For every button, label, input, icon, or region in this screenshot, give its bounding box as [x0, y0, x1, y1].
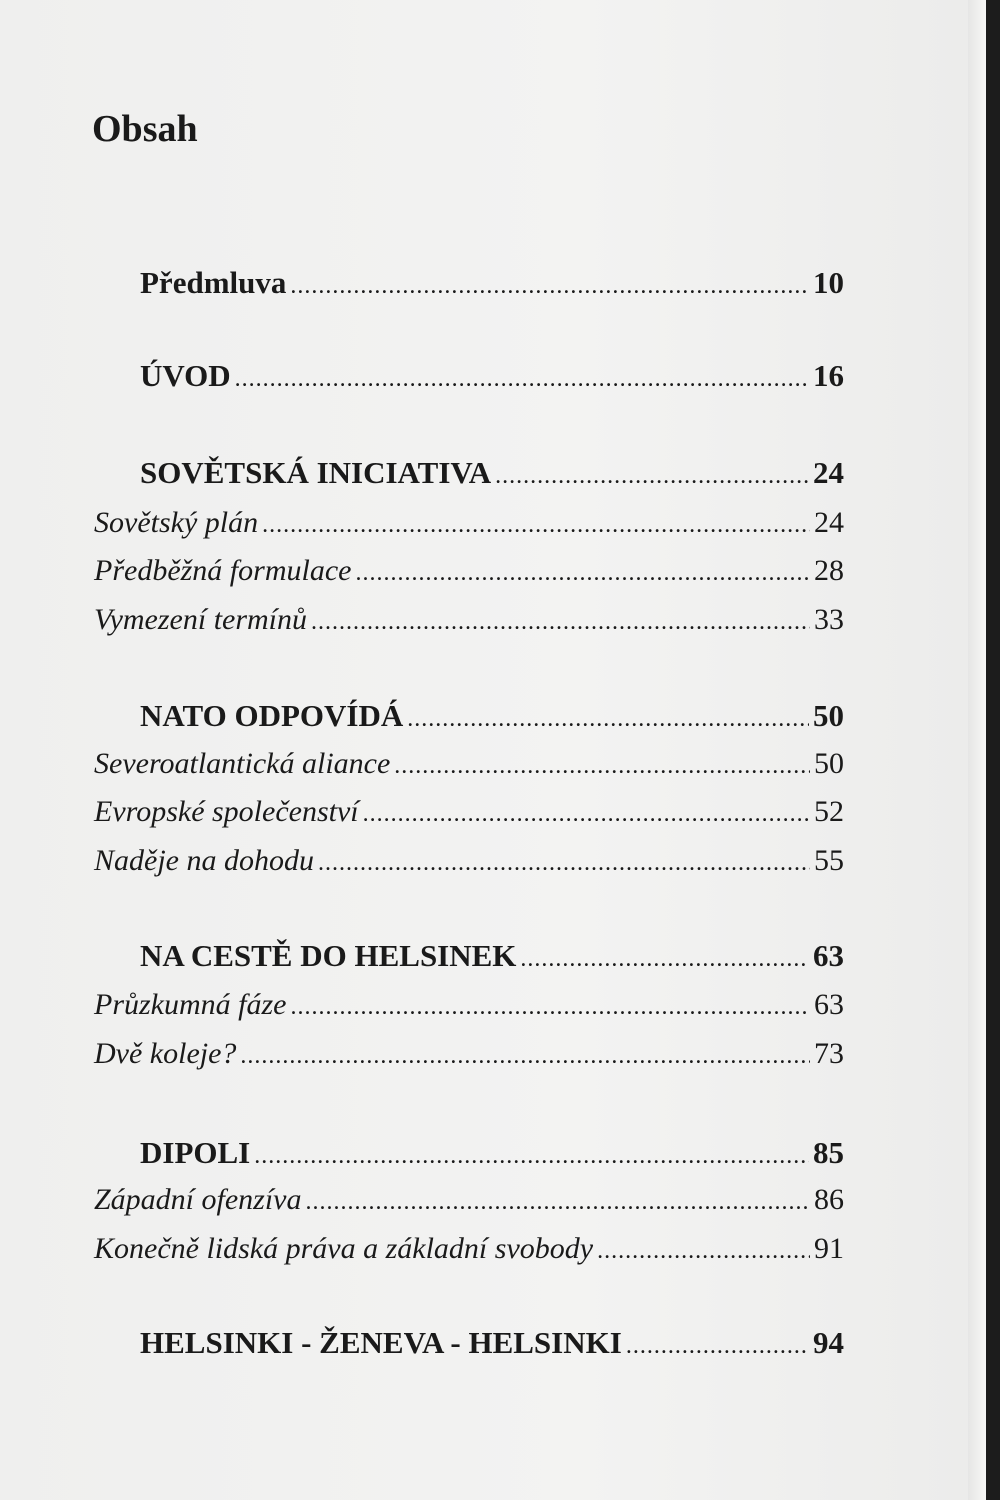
toc-entry-label: Severoatlantická aliance	[94, 747, 391, 780]
dot-leader	[290, 987, 810, 1027]
toc-page-number: 50	[813, 698, 844, 733]
toc-page-number: 16	[813, 358, 844, 393]
dot-leader	[394, 746, 810, 786]
dot-leader	[597, 1231, 810, 1271]
toc-entry-label: DIPOLI	[140, 1135, 251, 1170]
toc-entry-nadeje-na-dohodu	[94, 841, 844, 881]
toc-page-number: 33	[814, 603, 844, 636]
toc-entry-vymezeni-terminu	[94, 600, 844, 640]
toc-page-number: 50	[814, 747, 844, 780]
toc-entry-label: Západní ofenzíva	[94, 1183, 302, 1216]
dot-leader	[626, 1326, 809, 1366]
dot-leader	[262, 505, 810, 545]
toc-entry-label: Průzkumná fáze	[94, 988, 287, 1021]
toc-page-number: 52	[814, 795, 844, 828]
toc-entry-zapadni-ofenziva	[94, 1180, 844, 1220]
toc-entry-label: Naděje na dohodu	[94, 844, 314, 877]
toc-page-number: 63	[813, 938, 844, 973]
dot-leader	[311, 602, 810, 642]
dot-leader	[306, 1182, 811, 1222]
toc-entry-label: Vymezení termínů	[94, 603, 308, 636]
toc-entry-label: ÚVOD	[140, 358, 231, 393]
toc-page-number: 73	[814, 1037, 844, 1070]
dot-leader	[235, 359, 809, 399]
toc-entry-label: Dvě koleje?	[94, 1037, 237, 1070]
toc-page-number: 94	[813, 1325, 844, 1360]
toc-page-number: 55	[814, 844, 844, 877]
toc-page-number: 24	[814, 506, 844, 539]
toc-page-number: 85	[813, 1135, 844, 1170]
toc-page-number: 63	[814, 988, 844, 1021]
toc-entry-label: Konečně lidská práva a základní svobody	[94, 1232, 594, 1265]
toc-entry-label: SOVĚTSKÁ INICIATIVA	[140, 455, 492, 490]
dot-leader	[318, 843, 810, 883]
toc-entry-dipoli	[140, 1133, 844, 1173]
dot-leader	[495, 456, 809, 496]
toc-entry-helsinki-zeneva-helsinki	[140, 1323, 844, 1363]
toc-entry-sovetsky-plan	[94, 503, 844, 543]
toc-entry-na-ceste-do-helsinek	[140, 936, 844, 976]
toc-entry-severoatlanticka-aliance	[94, 744, 844, 784]
toc-entry-label: Sovětský plán	[94, 506, 259, 539]
toc-entry-label: Předmluva	[140, 265, 287, 300]
toc-entry-predbezna-formulace	[94, 551, 844, 591]
toc-page-number: 10	[813, 265, 844, 300]
toc-page-number: 24	[813, 455, 844, 490]
toc-entry-label: NA CESTĚ DO HELSINEK	[140, 938, 517, 973]
toc-page-number: 86	[814, 1183, 844, 1216]
dot-leader	[520, 939, 809, 979]
dot-leader	[254, 1136, 809, 1176]
dot-leader	[240, 1036, 810, 1076]
toc-entry-predmluva	[140, 263, 844, 303]
toc-page-number: 28	[814, 554, 844, 587]
dot-leader	[363, 794, 810, 834]
toc-entry-pruzkumna-faze	[94, 985, 844, 1025]
dot-leader	[407, 699, 809, 739]
toc-entry-label: NATO ODPOVÍDÁ	[140, 698, 404, 733]
toc-entry-label: Předběžná formulace	[94, 554, 352, 587]
toc-entry-dve-koleje	[94, 1034, 844, 1074]
page-title: Obsah	[92, 108, 198, 150]
toc-entry-sovetska-iniciativa	[140, 453, 844, 493]
toc-entry-nato-odpovida	[140, 696, 844, 736]
toc-page-number: 91	[814, 1232, 844, 1265]
dot-leader	[290, 266, 809, 306]
toc-entry-label: Evropské společenství	[94, 795, 359, 828]
toc-entry-uvod	[140, 356, 844, 396]
toc-entry-evropske-spolecenstvi	[94, 792, 844, 832]
dot-leader	[355, 553, 810, 593]
toc-entry-label: HELSINKI - ŽENEVA - HELSINKI	[140, 1325, 622, 1360]
toc-entry-lidska-prava	[94, 1229, 844, 1269]
